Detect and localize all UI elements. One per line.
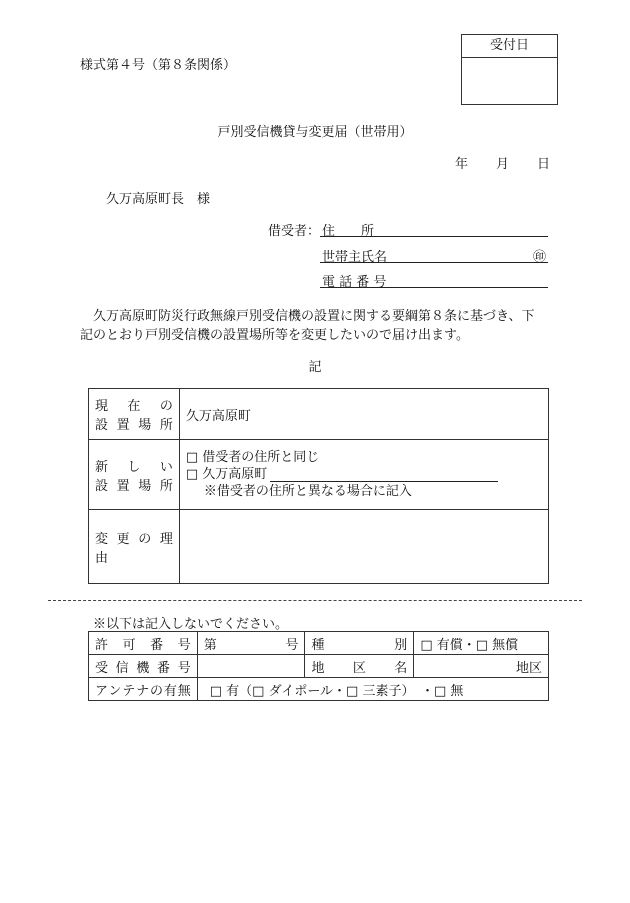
address-line[interactable] bbox=[320, 236, 548, 237]
current-location-label bbox=[89, 389, 180, 440]
borrower-label: 借受者： bbox=[268, 224, 321, 239]
permit-no-label-text: 許 可 番 号 bbox=[95, 637, 191, 653]
current-location-row bbox=[89, 389, 549, 440]
date-day: 日 bbox=[537, 157, 551, 172]
area-label bbox=[305, 655, 414, 678]
option-kuma[interactable] bbox=[186, 466, 542, 483]
receipt-box bbox=[461, 34, 558, 105]
office-note: ※以下は記入しないでください。 bbox=[93, 617, 289, 632]
reason-label-text: 変 更 の 理 由 bbox=[95, 531, 173, 566]
ki-heading: 記 bbox=[308, 360, 322, 375]
permit-no-value[interactable] bbox=[197, 632, 305, 655]
new-label-line2: 設 置 場 所 bbox=[95, 478, 173, 494]
receiver-no-value[interactable] bbox=[197, 655, 305, 678]
current-location-value[interactable]: 久万高原町 bbox=[179, 389, 548, 440]
reason-row bbox=[89, 510, 549, 584]
new-label-line1: 新 し い bbox=[95, 459, 173, 475]
date-year: 年 bbox=[455, 157, 469, 172]
current-label-line2: 設 置 場 所 bbox=[95, 418, 173, 433]
body-text-line2: 記のとおり戸別受信機の設置場所等を変更したいので届け出ます。 bbox=[80, 328, 469, 343]
permit-suffix: 号 bbox=[285, 637, 299, 653]
head-name-line[interactable] bbox=[320, 262, 548, 263]
permit-no-label bbox=[89, 632, 198, 655]
area-value[interactable]: 地区 bbox=[414, 655, 549, 678]
option-kuma-label: □ 久万高原町 bbox=[185, 467, 268, 482]
receipt-value[interactable] bbox=[462, 58, 557, 106]
date-month: 月 bbox=[496, 157, 510, 172]
office-table bbox=[88, 631, 549, 701]
reason-value[interactable] bbox=[179, 510, 548, 584]
receipt-label: 受付日 bbox=[462, 35, 557, 58]
receiver-no-label bbox=[89, 655, 198, 678]
kuma-address-line[interactable] bbox=[270, 481, 498, 482]
addressee: 久万高原町長 様 bbox=[106, 192, 211, 207]
page-title: 戸別受信機貸与変更届（世帯用） bbox=[217, 125, 413, 140]
reason-label bbox=[89, 510, 180, 584]
new-location-label bbox=[89, 440, 180, 510]
option-same-address[interactable]: □ 借受者の住所と同じ bbox=[185, 450, 320, 465]
office-row-permit bbox=[89, 632, 549, 655]
form-number: 様式第４号（第８条関係） bbox=[80, 58, 237, 73]
phone-label: 電 話 番 号 bbox=[322, 275, 387, 290]
current-label-line1: 現 在 の bbox=[95, 399, 173, 414]
type-value[interactable]: □ 有償・□ 無償 bbox=[414, 632, 549, 655]
antenna-label bbox=[89, 678, 198, 701]
area-label-text: 地 区 名 bbox=[311, 660, 408, 676]
new-location-value bbox=[179, 440, 548, 510]
new-location-note: ※借受者の住所と異なる場合に記入 bbox=[203, 484, 412, 499]
type-label-text: 種 別 bbox=[311, 637, 408, 653]
office-row-receiver bbox=[89, 655, 549, 678]
phone-line[interactable] bbox=[320, 287, 548, 288]
seal-mark: ㊞ bbox=[533, 250, 547, 265]
new-location-row bbox=[89, 440, 549, 510]
type-label bbox=[305, 632, 414, 655]
main-table bbox=[88, 388, 549, 584]
antenna-label-text: アンテナの有無 bbox=[95, 683, 191, 699]
office-row-antenna bbox=[89, 678, 549, 701]
cut-line bbox=[48, 600, 582, 601]
permit-prefix: 第 bbox=[203, 637, 217, 653]
body-text-line1: 久万高原町防災行政無線戸別受信機の設置に関する要綱第８条に基づき、下 bbox=[93, 309, 535, 324]
antenna-value[interactable]: □ 有（□ ダイポール・□ 三素子） ・□ 無 bbox=[197, 678, 548, 701]
head-name-label: 世帯主氏名 bbox=[322, 250, 388, 265]
receiver-no-label-text: 受 信 機 番 号 bbox=[95, 660, 191, 676]
address-label: 住 所 bbox=[322, 224, 375, 239]
